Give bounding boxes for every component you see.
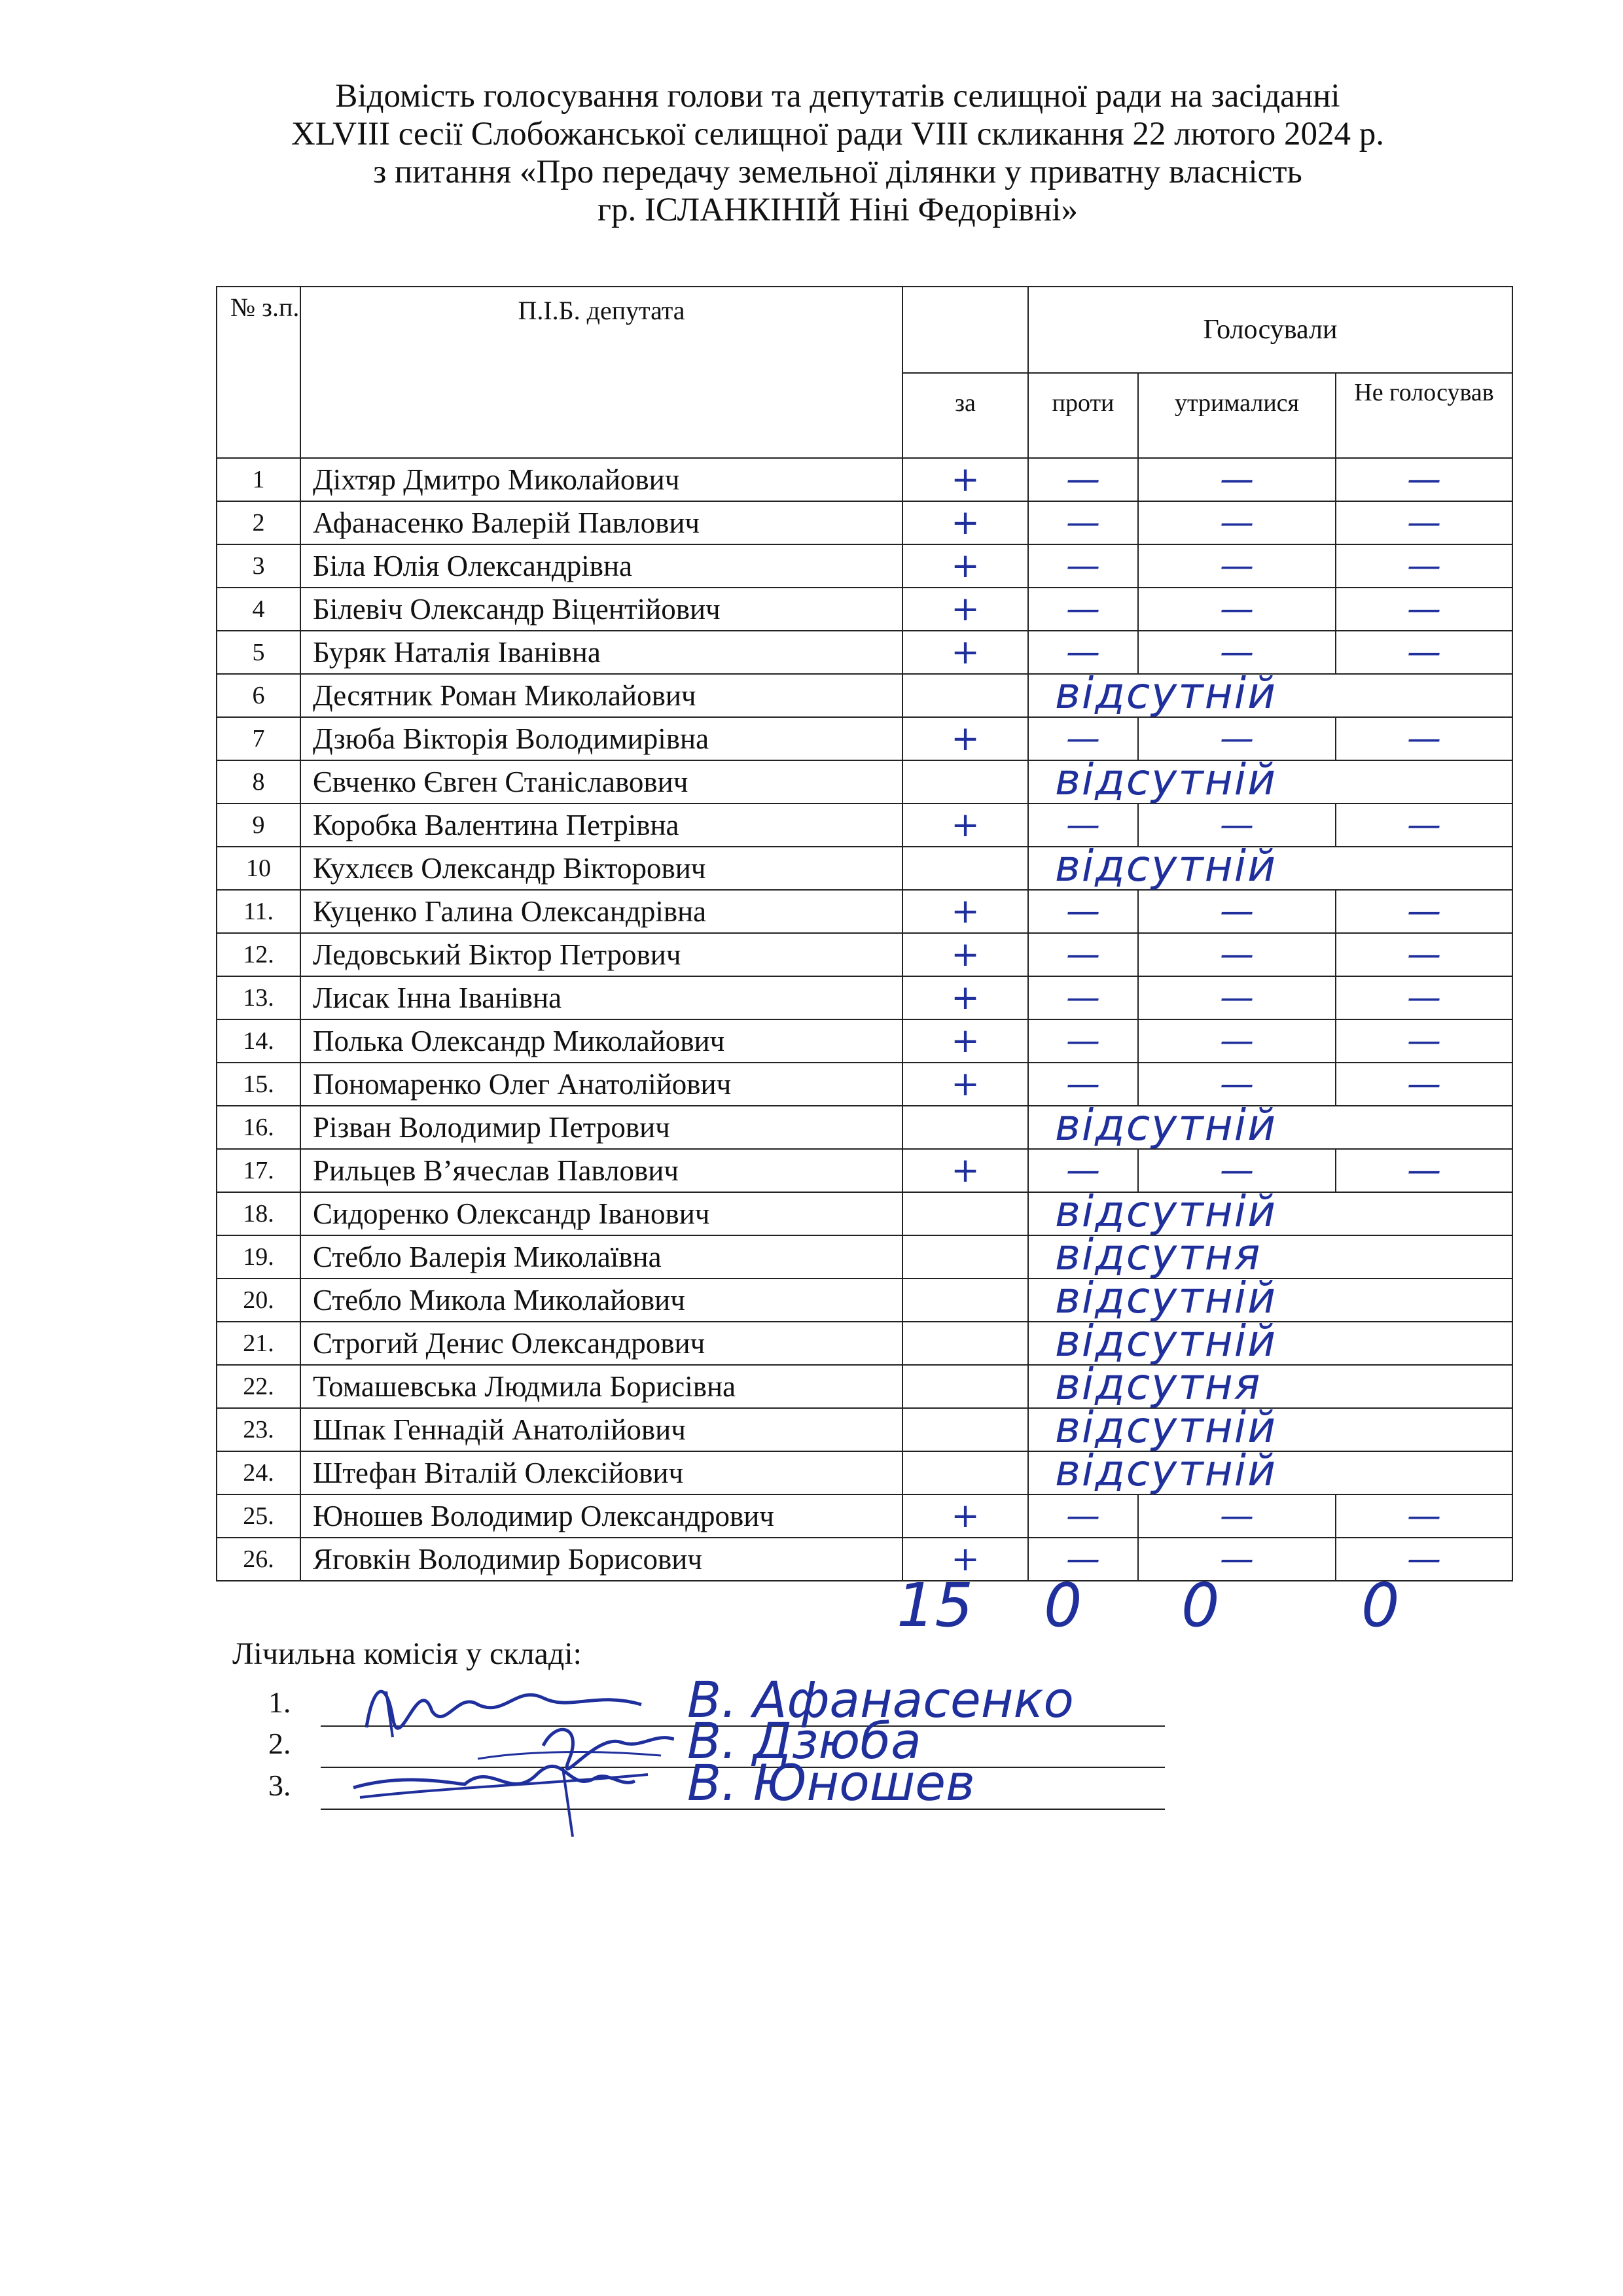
- vote-abstained-mark: —: [1138, 976, 1336, 1019]
- vote-for-mark: +: [902, 933, 1028, 976]
- vote-against-mark: —: [1028, 1494, 1138, 1538]
- vote-not-voted-mark: —: [1336, 544, 1512, 588]
- vote-against-mark: —: [1028, 501, 1138, 544]
- deputy-name: Ледовський Віктор Петрович: [300, 933, 902, 976]
- signature-scribble: [347, 1748, 687, 1840]
- vote-for-mark: +: [902, 588, 1028, 631]
- vote-for-cell: [902, 847, 1028, 890]
- row-number: 2: [217, 501, 300, 544]
- deputy-name: Шпак Геннадій Анатолійович: [300, 1408, 902, 1451]
- deputy-name: Євченко Євген Станіславович: [300, 760, 902, 804]
- vote-for-cell: [902, 1322, 1028, 1365]
- vote-for-cell: [902, 1365, 1028, 1408]
- row-number: 7: [217, 717, 300, 760]
- vote-against-mark: —: [1028, 717, 1138, 760]
- vote-not-voted-mark: —: [1336, 890, 1512, 933]
- row-number: 18.: [217, 1192, 300, 1235]
- vote-against-mark: —: [1028, 1019, 1138, 1063]
- vote-for-cell: [902, 760, 1028, 804]
- vote-not-voted-mark: —: [1336, 933, 1512, 976]
- deputy-name: Афанасенко Валерій Павлович: [300, 501, 902, 544]
- table-row: [217, 544, 1512, 588]
- row-number: 8: [217, 760, 300, 804]
- row-number: 25.: [217, 1494, 300, 1538]
- absent-note: відсутня: [1055, 1359, 1262, 1409]
- row-number: 16.: [217, 1106, 300, 1149]
- row-number: 20.: [217, 1279, 300, 1322]
- vote-against-mark: —: [1028, 588, 1138, 631]
- row-number: 17.: [217, 1149, 300, 1192]
- deputy-name: Буряк Наталія Іванівна: [300, 631, 902, 674]
- vote-for-mark: +: [902, 976, 1028, 1019]
- table-row: [217, 501, 1512, 544]
- row-number: 15.: [217, 1063, 300, 1106]
- row-number: 5: [217, 631, 300, 674]
- deputy-name: Білевіч Олександр Віцентійович: [300, 588, 902, 631]
- row-number: 1: [217, 458, 300, 501]
- row-number: 11.: [217, 890, 300, 933]
- table-row: [217, 458, 1512, 501]
- header-against: проти: [1028, 373, 1138, 458]
- row-number: 12.: [217, 933, 300, 976]
- row-number: 4: [217, 588, 300, 631]
- member-handwritten-name: В. Афанасенко: [687, 1670, 1074, 1729]
- vote-for-cell: [902, 1279, 1028, 1322]
- table-row: [217, 1235, 1512, 1279]
- vote-for-mark: +: [902, 1494, 1028, 1538]
- deputy-name: Дзюба Вікторія Володимирівна: [300, 717, 902, 760]
- table-row: [217, 933, 1512, 976]
- absent-note: відсутній: [1055, 1316, 1277, 1366]
- deputy-name: Стебло Валерія Миколаївна: [300, 1235, 902, 1279]
- deputy-name: Різван Володимир Петрович: [300, 1106, 902, 1149]
- table-row: [217, 1494, 1512, 1538]
- vote-abstained-mark: —: [1138, 804, 1336, 847]
- member-index: 2.: [268, 1727, 291, 1760]
- absent-note: відсутній: [1055, 1402, 1277, 1453]
- absent-note: відсутній: [1055, 1273, 1277, 1323]
- deputy-name: Строгий Денис Олександрович: [300, 1322, 902, 1365]
- vote-for-cell: [902, 1106, 1028, 1149]
- voting-table: [216, 286, 1513, 1581]
- header-voted: Голосували: [1028, 287, 1512, 373]
- vote-not-voted-mark: —: [1336, 804, 1512, 847]
- deputy-name: Яговкін Володимир Борисович: [300, 1538, 902, 1581]
- absent-cell: [1028, 841, 1512, 891]
- vote-for-mark: +: [902, 1019, 1028, 1063]
- vote-not-voted-mark: —: [1336, 1063, 1512, 1106]
- absent-cell: [1028, 1100, 1512, 1150]
- table-row: [217, 976, 1512, 1019]
- vote-for-cell: [902, 1235, 1028, 1279]
- absent-cell: [1028, 668, 1512, 718]
- vote-abstained-mark: —: [1138, 1063, 1336, 1106]
- vote-against-mark: —: [1028, 1063, 1138, 1106]
- deputy-name: Пономаренко Олег Анатолійович: [300, 1063, 902, 1106]
- absent-note: відсутній: [1055, 1100, 1277, 1150]
- vote-abstained-mark: —: [1138, 717, 1336, 760]
- title-line-4: гр. ІСЛАНКІНІЙ Ніні Федорівні»: [597, 192, 1078, 228]
- vote-against-mark: —: [1028, 804, 1138, 847]
- absent-note: відсутня: [1055, 1229, 1262, 1280]
- member-handwritten-name: В. Дзюба: [687, 1712, 921, 1770]
- member-handwritten-name: В. Юношев: [687, 1754, 975, 1812]
- vote-abstained-mark: —: [1138, 588, 1336, 631]
- header-not-voted: Не голосував: [1336, 373, 1512, 458]
- commission-member-3: [268, 1754, 1185, 1814]
- absent-note: відсутній: [1055, 754, 1277, 805]
- vote-for-mark: +: [902, 544, 1028, 588]
- deputy-name: Десятник Роман Миколайович: [300, 674, 902, 717]
- vote-for-cell: [902, 1408, 1028, 1451]
- vote-for-mark: +: [902, 501, 1028, 544]
- header-number: № з.п.: [217, 287, 300, 458]
- row-number: 10: [217, 847, 300, 890]
- vote-abstained-mark: —: [1138, 1149, 1336, 1192]
- vote-for-mark: +: [902, 1063, 1028, 1106]
- vote-against-mark: —: [1028, 933, 1138, 976]
- table-row: [217, 674, 1512, 717]
- deputy-name: Сидоренко Олександр Іванович: [300, 1192, 902, 1235]
- row-number: 9: [217, 804, 300, 847]
- header-name: П.І.Б. депутата: [300, 287, 902, 458]
- header-abstained: утрималися: [1138, 373, 1336, 458]
- vote-abstained-mark: —: [1138, 890, 1336, 933]
- absent-cell: [1028, 1445, 1512, 1496]
- table-row: [217, 1322, 1512, 1365]
- member-index: 3.: [268, 1769, 291, 1802]
- row-number: 21.: [217, 1322, 300, 1365]
- vote-not-voted-mark: —: [1336, 458, 1512, 501]
- vote-against-mark: —: [1028, 631, 1138, 674]
- deputy-name: Кухлєєв Олександр Вікторович: [300, 847, 902, 890]
- vote-for-mark: +: [902, 890, 1028, 933]
- table-row: [217, 1019, 1512, 1063]
- title-line-3: з питання «Про передачу земельної ділянки у приватну власність: [373, 154, 1302, 190]
- vote-not-voted-mark: —: [1336, 1538, 1512, 1581]
- vote-not-voted-mark: —: [1336, 631, 1512, 674]
- vote-against-mark: —: [1028, 458, 1138, 501]
- table-row: [217, 1106, 1512, 1149]
- vote-not-voted-mark: —: [1336, 588, 1512, 631]
- table-row: [217, 890, 1512, 933]
- row-number: 6: [217, 674, 300, 717]
- vote-against-mark: —: [1028, 544, 1138, 588]
- table-row: [217, 717, 1512, 760]
- vote-not-voted-mark: —: [1336, 1019, 1512, 1063]
- vote-abstained-mark: —: [1138, 458, 1336, 501]
- title-line-1: Відомість голосування голови та депутатів селищної ради на засіданні: [335, 78, 1340, 115]
- document-title: [196, 77, 1479, 229]
- absent-note: відсутній: [1055, 668, 1277, 718]
- row-number: 22.: [217, 1365, 300, 1408]
- deputy-name: Діхтяр Дмитро Миколайович: [300, 458, 902, 501]
- table-row: [217, 804, 1512, 847]
- vote-abstained-mark: —: [1138, 631, 1336, 674]
- total-for: 15: [897, 1570, 974, 1640]
- vote-for-mark: +: [902, 458, 1028, 501]
- deputy-name: Юношев Володимир Олександрович: [300, 1494, 902, 1538]
- vote-not-voted-mark: —: [1336, 1494, 1512, 1538]
- vote-for-cell: [902, 1192, 1028, 1235]
- table-row: [217, 1192, 1512, 1235]
- vote-abstained-mark: —: [1138, 501, 1336, 544]
- table-row: [217, 588, 1512, 631]
- vote-for-mark: +: [902, 631, 1028, 674]
- row-number: 13.: [217, 976, 300, 1019]
- absent-note: відсутній: [1055, 1186, 1277, 1237]
- table-row: [217, 847, 1512, 890]
- table-row: [217, 1365, 1512, 1408]
- row-number: 26.: [217, 1538, 300, 1581]
- vote-for-mark: +: [902, 804, 1028, 847]
- deputy-name: Томашевська Людмила Борисівна: [300, 1365, 902, 1408]
- deputy-name: Коробка Валентина Петрівна: [300, 804, 902, 847]
- vote-for-mark: +: [902, 1149, 1028, 1192]
- row-number: 3: [217, 544, 300, 588]
- vote-against-mark: —: [1028, 1538, 1138, 1581]
- vote-for-mark: +: [902, 717, 1028, 760]
- vote-not-voted-mark: —: [1336, 976, 1512, 1019]
- deputy-name: Стебло Микола Миколайович: [300, 1279, 902, 1322]
- row-number: 14.: [217, 1019, 300, 1063]
- absent-note: відсутній: [1055, 1445, 1277, 1496]
- vote-not-voted-mark: —: [1336, 717, 1512, 760]
- vote-not-voted-mark: —: [1336, 1149, 1512, 1192]
- vote-totals: [0, 1570, 1623, 1642]
- vote-for-cell: [902, 1451, 1028, 1494]
- deputy-name: Куценко Галина Олександрівна: [300, 890, 902, 933]
- deputy-name: Рильцев В’ячеслав Павлович: [300, 1149, 902, 1192]
- table-row: [217, 1063, 1512, 1106]
- vote-not-voted-mark: —: [1336, 501, 1512, 544]
- table-row: [217, 631, 1512, 674]
- deputy-name: Полька Олександр Миколайович: [300, 1019, 902, 1063]
- deputy-name: Лисак Інна Іванівна: [300, 976, 902, 1019]
- table-row: [217, 760, 1512, 804]
- total-abstained: 0: [1181, 1570, 1220, 1640]
- table-row: [217, 1149, 1512, 1192]
- vote-abstained-mark: —: [1138, 1538, 1336, 1581]
- vote-against-mark: —: [1028, 976, 1138, 1019]
- deputy-name: Біла Юлія Олександрівна: [300, 544, 902, 588]
- commission-label: Лічильна комісія у складі:: [232, 1636, 582, 1671]
- table-row: [217, 1408, 1512, 1451]
- total-against: 0: [1044, 1570, 1082, 1640]
- vote-for-mark: +: [902, 1538, 1028, 1581]
- header-for: за: [902, 373, 1028, 458]
- title-line-2: XLVIII сесії Слобожанської селищної ради VIII скликання 22 лютого 2024 р.: [291, 116, 1385, 152]
- vote-abstained-mark: —: [1138, 1019, 1336, 1063]
- vote-abstained-mark: —: [1138, 1494, 1336, 1538]
- table-row: [217, 1279, 1512, 1322]
- total-not-voted: 0: [1361, 1570, 1400, 1640]
- member-index: 1.: [268, 1686, 291, 1719]
- row-number: 23.: [217, 1408, 300, 1451]
- deputy-name: Штефан Віталій Олексійович: [300, 1451, 902, 1494]
- vote-against-mark: —: [1028, 890, 1138, 933]
- row-number: 19.: [217, 1235, 300, 1279]
- row-number: 24.: [217, 1451, 300, 1494]
- table-row: [217, 1451, 1512, 1494]
- vote-against-mark: —: [1028, 1149, 1138, 1192]
- absent-note: відсутній: [1055, 841, 1277, 891]
- vote-abstained-mark: —: [1138, 544, 1336, 588]
- absent-cell: [1028, 754, 1512, 805]
- vote-abstained-mark: —: [1138, 933, 1336, 976]
- vote-for-cell: [902, 674, 1028, 717]
- voting-table-body: [217, 458, 1512, 1581]
